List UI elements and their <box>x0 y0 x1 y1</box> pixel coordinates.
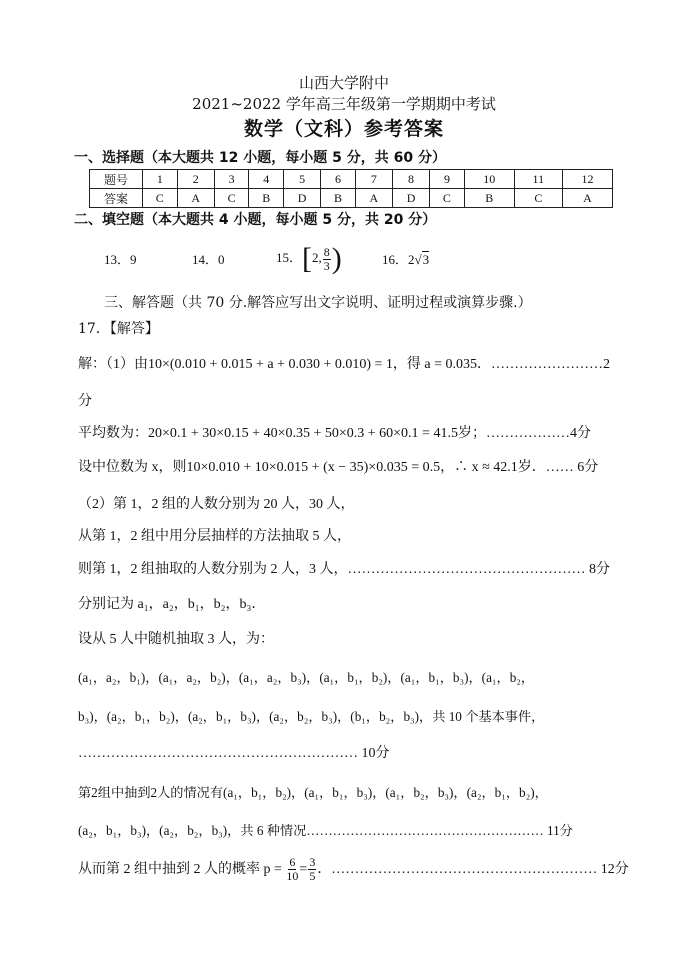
solution-line: 第2组中抽到2人的情况有(a₁，b₁，b₂)，(a₁，b₁，b₃)，(a₁，b₂，b₃)，(a₂，b₁，b₂)， <box>78 785 548 800</box>
answer-cell: D <box>392 189 429 208</box>
q17-title: 17．【解答】 <box>78 321 159 337</box>
question-number-cell: 7 <box>355 170 392 189</box>
solution-line: 分 <box>78 394 92 409</box>
answer-cell: B <box>249 189 284 208</box>
table-header-cell: 题号 <box>90 170 143 189</box>
answer-cell: C <box>214 189 249 208</box>
answer-table <box>89 169 613 208</box>
table-header-cell: 答案 <box>90 189 143 208</box>
section2-title: 二、填空题（本大题共 4 小题，每小题 5 分，共 20 分） <box>74 212 437 228</box>
fraction <box>308 856 316 883</box>
answer-cell: B <box>464 189 514 208</box>
answer-14: 14．0 <box>192 252 225 267</box>
school-name: 山西大学附中 <box>298 74 389 92</box>
solution-line: 从第 1，2 组中用分层抽样的方法抽取 5 人， <box>78 529 351 544</box>
fraction-denominator: 5 <box>309 869 316 884</box>
answer-15-label: 15． <box>276 250 303 265</box>
answer-cell: C <box>514 189 562 208</box>
solution-line: b₃)，(a₂，b₁，b₂)，(a₂，b₁，b₃)，(a₂，b₂，b₃)，(b₁，b₂，b₃)，共 10 个基本事件， <box>78 709 545 724</box>
question-number-cell: 10 <box>464 170 514 189</box>
question-number-cell: 4 <box>249 170 284 189</box>
solution-line: 解：（1）由10×(0.010 + 0.015 + a + 0.030 + 0.010) = 1，得 a = 0.035．……………………2 <box>78 357 611 372</box>
answer-cell: B <box>321 189 356 208</box>
answer-cell: D <box>284 189 321 208</box>
question-number-cell: 3 <box>214 170 249 189</box>
solution-line: （2）第 1，2 组的人数分别为 20 人，30 人， <box>78 497 355 512</box>
question-number-cell: 8 <box>392 170 429 189</box>
table-row <box>90 189 613 208</box>
solution-line: (a₁，a₂，b₁)，(a₁，a₂，b₂)，(a₁，a₂，b₃)，(a₁，b₁，b₂)，(a₁，b₁，b₃)，(a₁，b₂， <box>78 670 535 685</box>
fraction-denominator: 3 <box>323 258 330 273</box>
answer-15 <box>276 240 342 276</box>
answer-cell: A <box>562 189 612 208</box>
solution-line: 平均数为：20×0.1 + 30×0.15 + 40×0.35 + 50×0.3 + 60×0.1 = 41.5岁；………………4分 <box>78 426 591 441</box>
question-number-cell: 9 <box>430 170 465 189</box>
question-number-cell: 12 <box>562 170 612 189</box>
solution-line: 设从 5 人中随机抽取 3 人，为： <box>78 632 274 647</box>
answer-cell: A <box>177 189 214 208</box>
fraction-numerator: 8 <box>323 244 330 259</box>
answer-cell: C <box>430 189 465 208</box>
question-number-cell: 1 <box>143 170 178 189</box>
answer-16-label: 16．2 <box>382 252 415 267</box>
radicand: 3 <box>422 252 430 267</box>
answer-16 <box>382 251 429 269</box>
fraction-denominator: 10 <box>286 869 299 884</box>
fraction <box>286 856 298 883</box>
section3-title: 三、解答题（共 70 分.解答应写出文字说明、证明过程或演算步骤.） <box>104 295 532 311</box>
question-number-cell: 6 <box>321 170 356 189</box>
solution-line: (a₂，b₁，b₃)，(a₂，b₂，b₃)，共 6 种情况……………………………………………… 11分 <box>78 823 573 838</box>
solution-line-probability <box>78 852 629 888</box>
answer-cell: A <box>355 189 392 208</box>
fraction <box>323 246 331 273</box>
probability-prefix: 从而第 2 组中抽到 2 人的概率 p = <box>78 862 282 877</box>
table-row <box>90 170 613 189</box>
fraction-numerator: 6 <box>289 855 296 870</box>
sqrt-icon: √ <box>414 252 422 267</box>
answer-cell: C <box>143 189 178 208</box>
right-paren: ) <box>331 242 342 276</box>
exam-title: 2021~2022 学年高三年级第一学期期中考试 <box>192 95 496 113</box>
solution-line: 则第 1，2 组抽取的人数分别为 2 人，3 人，…………………………………………… 8分 <box>78 562 610 577</box>
solution-line: 分别记为 a₁，a₂，b₁，b₂，b₃． <box>78 597 266 612</box>
page-title: 数学（文科）参考答案 <box>243 118 444 140</box>
equals-sign: = <box>299 862 308 877</box>
solution-line: 设中位数为 x，则10×0.010 + 10×0.015 + (x − 35)×0.035 = 0.5，∴ x ≈ 42.1岁．…… 6分 <box>78 460 599 475</box>
section1-title: 一、选择题（本大题共 12 小题，每小题 5 分，共 60 分） <box>74 150 446 166</box>
answer-15-lower: 2, <box>312 250 322 265</box>
left-bracket: [ <box>302 242 313 276</box>
question-number-cell: 11 <box>514 170 562 189</box>
answer-13: 13．9 <box>104 252 137 267</box>
fraction-numerator: 3 <box>309 855 316 870</box>
solution-line: …………………………………………………… 10分 <box>78 746 390 761</box>
question-number-cell: 5 <box>284 170 321 189</box>
probability-suffix: ．………………………………………………… 12分 <box>317 862 629 877</box>
question-number-cell: 2 <box>177 170 214 189</box>
